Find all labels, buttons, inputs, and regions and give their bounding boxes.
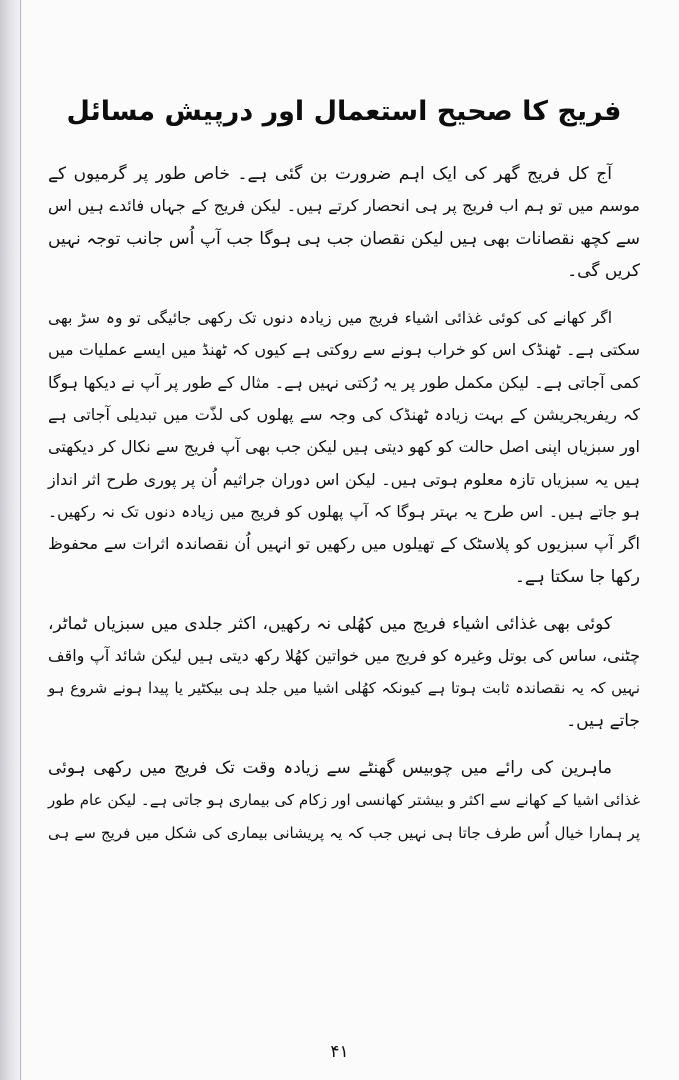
text-line: جاتے ہیں۔	[566, 710, 640, 731]
text-line: ہو جاتے ہیں۔ اس طرح یہ بہتر ہوگا کہ آپ پھلوں کو فریج میں زیادہ دنوں تک نہ رکھیں۔	[48, 502, 640, 521]
text-line: اگر کھانے کی کوئی غذائی اشیاء فریج میں زیادہ دنوں تک رکھی جائیگی تو وہ سڑ بھی	[48, 309, 612, 328]
text-line: آج کل فریج گھر کی ایک اہم ضرورت بن گئی ہے۔ خاص طور پر گرمیوں کے	[48, 164, 612, 184]
text-line: ماہرین کی رائے میں چوبیس گھنٹے سے زیادہ وقت تک فریج میں رکھی ہوئی	[48, 758, 612, 779]
article	[48, 92, 640, 864]
text-line: کمی آجاتی ہے۔ لیکن مکمل طور پر یہ رُکتی نہیں ہے۔ مثال کے طور پر آپ نے دیکھا ہوگا	[48, 372, 640, 392]
text-line: پر ہمارا خیال اُس طرف جاتا ہی نہیں جب کہ یہ پریشانی بیماری کی شکل میں فریج سے ہی	[48, 823, 640, 842]
text-line: کریں گی۔	[567, 260, 640, 281]
text-line: سکتی ہے۔ ٹھنڈک اس کو خراب ہونے سے روکتی ہے کیوں کہ ٹھنڈ میں ایسے عملیات میں	[48, 340, 640, 360]
text-line: نہیں کہ یہ نقصاندہ ثابت ہوتا ہے کیونکہ کھُلی اشیا میں جلد ہی بیکٹیر یا پیدا ہونے شروع ہو	[48, 679, 640, 698]
page-binding-edge	[0, 0, 22, 1080]
text-line: رکھا جا سکتا ہے۔	[514, 566, 640, 587]
text-line: کوئی بھی غذائی اشیاء فریج میں کھُلی نہ رکھیں، اکثر جلدی میں سبزیاں ٹماٹر،	[48, 613, 612, 634]
text-line: چٹنی، ساس کی بوتل وغیرہ کو فریج میں خواتین کھُلا رکھ دیتی ہیں لیکن شائد آپ واقف	[48, 646, 640, 666]
paragraph-2	[48, 302, 640, 593]
paragraph-1	[48, 158, 640, 287]
text-line: موسم میں تو ہم اب فریج پر ہی انحصار کرتے ہیں۔ لیکن فریج کے جہاں فائدے ہیں اس	[48, 196, 640, 216]
text-line: اگر آپ سبزیوں کو پلاسٹک کے تھیلوں میں رکھیں تو انہیں اُن نقصاندہ اثرات سے محفوظ	[48, 534, 640, 554]
paragraph-4	[48, 752, 640, 849]
text-line: ہیں یہ سبزیاں تازہ معلوم ہوتی ہیں۔ لیکن اس دوران جراثیم اُن پر پوری طرح اثر انداز	[48, 469, 640, 489]
binding-line	[20, 0, 21, 1080]
page-number: ۴۱	[330, 1042, 349, 1062]
text-line: کہ ریفریجریشن کے بہت زیادہ ٹھنڈک کی وجہ سے پھلوں کی لذّت میں تبدیلی آجاتی ہے	[48, 405, 640, 425]
text-line: اور سبزیاں اپنی اصل حالت کو کھو دیتی ہیں لیکن جب بھی آپ فریج سے نکال کر دیکھتی	[48, 437, 640, 457]
text-line: سے کچھ نقصانات بھی ہیں لیکن نقصان جب ہی ہوگا جب آپ اُس جانب توجہ نہیں	[48, 228, 640, 249]
paragraph-3	[48, 608, 640, 737]
article-title: فریج کا صحیح استعمال اور درپیش مسائل	[66, 96, 622, 127]
text-line: غذائی اشیا کے کھانے سے اکثر و بیشتر کھانسی اور زکام کی بیماری ہو جاتی ہے۔ لیکن عام طور	[48, 791, 640, 810]
